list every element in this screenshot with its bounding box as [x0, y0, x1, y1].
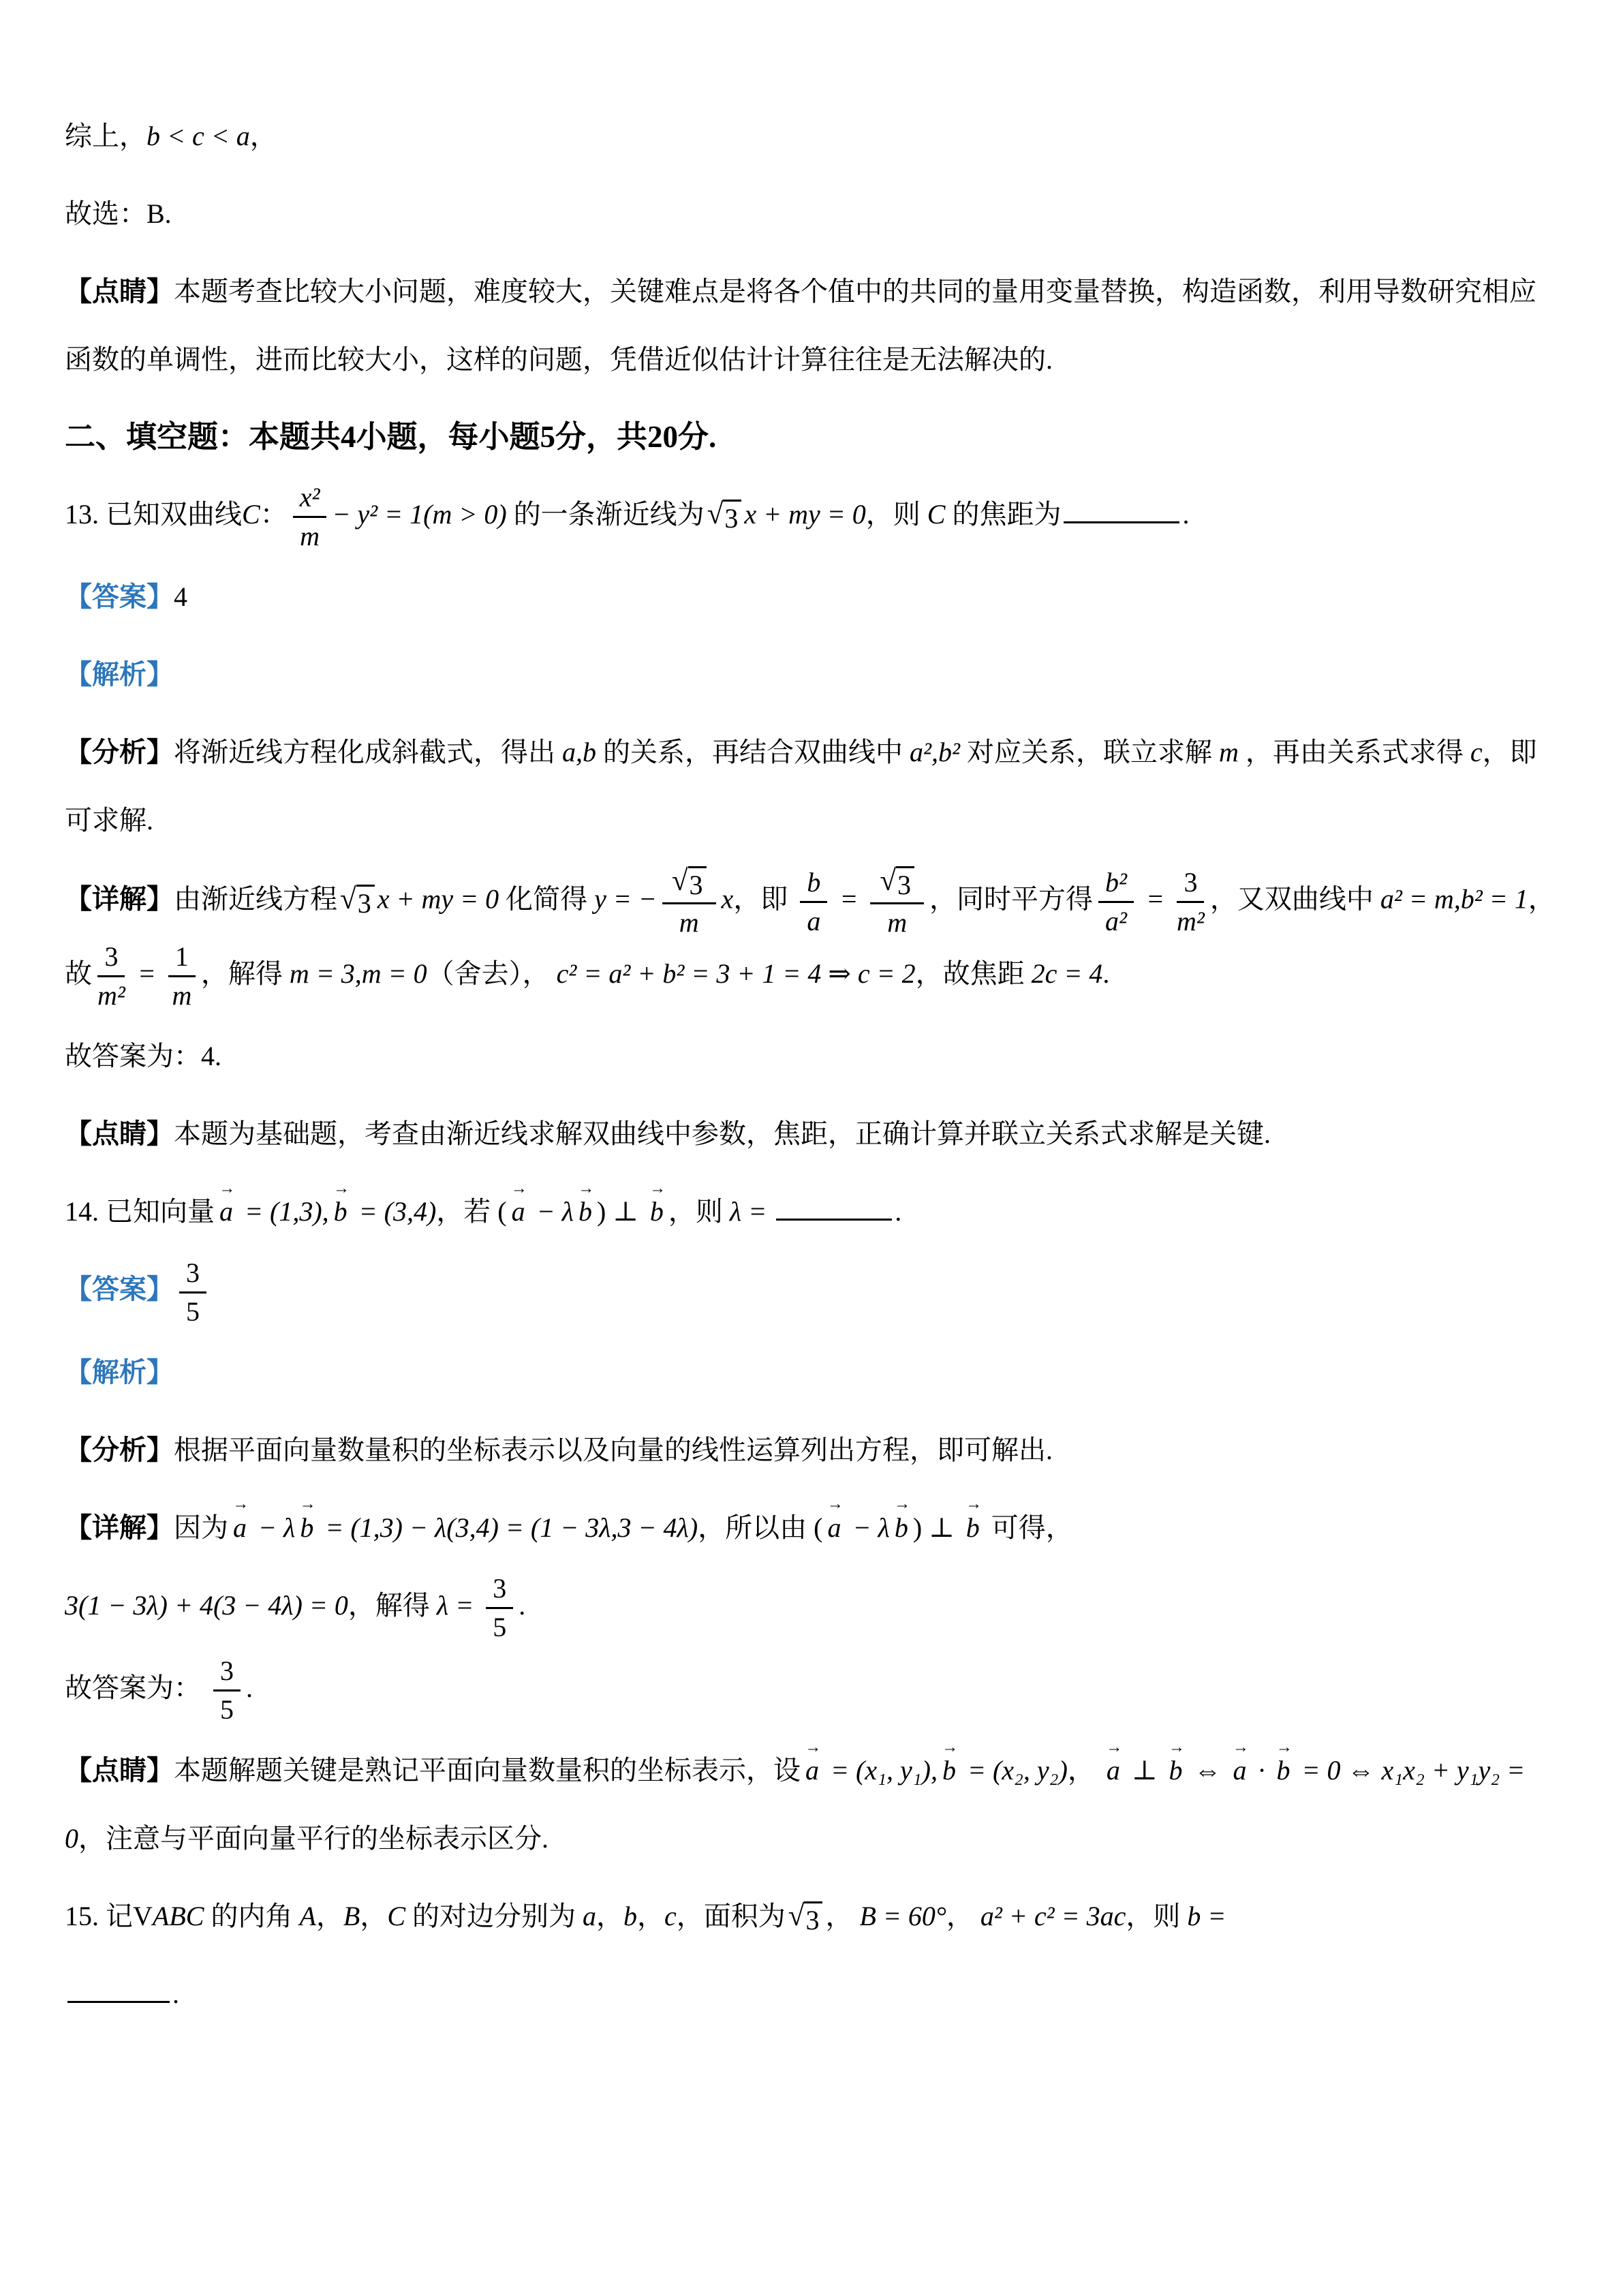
text-run: 本题为基础题，考查由渐近线求解双曲线中参数，焦距，正确计算并联立关系式求解是关键. — [174, 1118, 1271, 1150]
text-run: . — [172, 1978, 179, 2010]
vector — [298, 1494, 315, 1562]
math-run: a²,b² — [910, 737, 960, 768]
text-run: 3 — [724, 503, 739, 534]
radical-sign: √ — [340, 883, 356, 915]
vector — [510, 1178, 527, 1246]
vector-letter: b — [894, 1512, 908, 1543]
fraction-numerator — [97, 940, 125, 977]
radical-sign: √ — [671, 865, 688, 898]
fraction — [213, 1654, 241, 1727]
vector-letter: b — [942, 1755, 956, 1786]
text-run: 故答案为：4. — [65, 1041, 221, 1072]
q15-stem — [65, 1882, 1560, 1950]
text-run: 的一条渐近线为 — [506, 499, 705, 530]
q13-fenxi — [65, 718, 1560, 855]
fraction-denominator — [186, 1294, 200, 1329]
vector-letter: b — [965, 1512, 980, 1543]
text-run: （舍去）， — [427, 958, 557, 990]
math-run: − λ — [251, 1512, 296, 1543]
math-run: = — [833, 883, 865, 915]
vector-arrow-icon: → — [232, 1495, 249, 1514]
math-run: m — [887, 907, 908, 938]
math-run: m² — [1177, 906, 1205, 937]
radicand — [896, 866, 914, 901]
vector-letter: a — [1233, 1755, 1247, 1786]
math-run: a,b — [562, 737, 596, 768]
text-run: 本题考查比较大小问题，难度较大，关键难点是将各个值中的共同的量用变量替换，构造函数，利用导数研究相应函数的单调性，进而比较大小，这样的问题，凭借近似估计计算往往是无法解决的. — [65, 276, 1536, 375]
fraction — [1177, 866, 1205, 938]
q13-xiangjie — [65, 864, 1560, 1013]
q13-stem — [65, 480, 1560, 553]
text-run: 的关系，再结合双曲线中 — [596, 737, 910, 768]
fraction — [1098, 866, 1134, 938]
vector — [1231, 1736, 1249, 1805]
text-run: . — [1182, 499, 1190, 530]
vector-arrow-icon: → — [965, 1495, 983, 1514]
text-run: ，则 — [668, 1196, 730, 1227]
vector-letter: b — [1276, 1755, 1290, 1786]
math-run: C — [387, 1901, 405, 1932]
fill-in-blank — [67, 1975, 170, 2003]
fraction — [800, 866, 827, 938]
fraction-denominator — [1177, 903, 1205, 938]
text-run: ， — [360, 1901, 388, 1932]
math-run: B — [343, 1901, 360, 1932]
text-run: 对应关系，联立求解 — [959, 737, 1219, 768]
text-run: ) ⊥ — [912, 1512, 961, 1543]
text-run: 1 — [174, 941, 189, 973]
math-run: x² — [299, 482, 320, 513]
text-run: 3 — [805, 1905, 820, 1936]
math-run: − y² = 1(m > 0) — [332, 499, 507, 530]
math-run: c — [1470, 737, 1483, 768]
radicand — [356, 885, 375, 919]
q13-answer-final — [65, 1022, 1560, 1090]
fraction-numerator — [1098, 866, 1134, 903]
text-run: 3 — [689, 870, 703, 901]
fraction — [870, 864, 924, 940]
blue-label: 【答案】 — [65, 581, 174, 613]
math-run: λ = — [436, 1589, 481, 1621]
text-run: 3 — [104, 941, 119, 973]
text-run: 将渐近线方程化成斜截式，得出 — [174, 737, 562, 768]
vector — [940, 1736, 958, 1805]
blue-label: 【答案】 — [65, 1274, 174, 1305]
math-run: = (1,3), — [238, 1196, 329, 1227]
vector-letter: b — [333, 1196, 347, 1227]
vector-arrow-icon: → — [805, 1738, 822, 1756]
text-run: ，即可求解. — [65, 737, 1537, 836]
math-run: x + my = 0 — [744, 499, 866, 530]
fraction-numerator — [179, 1256, 206, 1294]
math-run: ⊥ — [1124, 1755, 1164, 1786]
text-run: 本题解题关键是熟记平面向量数量积的坐标表示，设 — [174, 1755, 801, 1786]
fraction-numerator — [168, 940, 196, 977]
radical-sign: √ — [707, 498, 724, 530]
q13-jiexi — [65, 641, 1560, 709]
answer-choice-line — [65, 180, 1560, 248]
q15-blank-line — [65, 1960, 1560, 2028]
fraction-denominator — [679, 904, 699, 940]
math-run: b² — [1105, 867, 1128, 898]
text-run: ， — [596, 1901, 623, 1932]
text-run: 故答案为： — [65, 1672, 208, 1704]
vector-arrow-icon: → — [1232, 1738, 1249, 1756]
math-run: c — [664, 1901, 677, 1932]
radical-sign: √ — [788, 1900, 805, 1933]
text-run: 由渐近线方程 — [174, 883, 337, 915]
math-run: = 0 ⇔ x₁x₂ + y₁y₂ = 0 — [65, 1755, 1526, 1854]
fraction-denominator — [493, 1609, 506, 1644]
text-run: 14. 已知向量 — [65, 1196, 215, 1227]
math-run: x + my = 0 — [377, 883, 499, 915]
vector-arrow-icon: → — [826, 1495, 844, 1514]
vector-letter: a — [233, 1512, 247, 1543]
section-header — [65, 403, 1560, 471]
math-run: ⇔ — [1187, 1755, 1228, 1786]
vector-arrow-icon: → — [1106, 1738, 1123, 1756]
fraction — [293, 480, 327, 553]
vector-arrow-icon: → — [649, 1180, 666, 1198]
text-run: 根据平面向量数量积的坐标表示以及向量的线性运算列出方程，即可解出. — [174, 1434, 1053, 1465]
text-run: ， — [946, 1901, 980, 1932]
vector-arrow-icon: → — [942, 1738, 959, 1756]
square-root — [340, 885, 375, 919]
math-run: 3(1 − 3λ) + 4(3 − 4λ) = 0 — [65, 1589, 348, 1621]
q13-dianjing — [65, 1100, 1560, 1168]
square-root — [880, 866, 914, 901]
math-run: y = − — [594, 883, 657, 915]
math-run: = (1,3) − λ(3,4) = (1 − 3λ,3 − 4λ) — [318, 1512, 698, 1543]
text-run: 4 — [174, 581, 187, 613]
vector-letter: b — [649, 1196, 664, 1227]
fraction-denominator — [300, 518, 320, 553]
text-run: 5 — [220, 1694, 234, 1726]
square-root — [788, 1901, 823, 1936]
bold-label: 【点睛】 — [65, 1755, 174, 1786]
math-run: = — [1139, 883, 1172, 915]
q14-xiangjie — [65, 1494, 1560, 1562]
text-run: ，若 ( — [436, 1196, 507, 1227]
blue-label: 【解析】 — [65, 659, 174, 690]
math-run: a — [807, 906, 821, 937]
text-run: 5 — [493, 1612, 507, 1643]
vector — [964, 1494, 982, 1562]
bold-label: 【分析】 — [65, 737, 174, 768]
text-run: ， — [1067, 1755, 1102, 1786]
q13-answer — [65, 563, 1560, 631]
vector — [826, 1494, 844, 1562]
fraction-denominator — [220, 1692, 234, 1727]
vector-letter: a — [511, 1196, 525, 1227]
q14-answer — [65, 1255, 1560, 1328]
fraction — [662, 864, 716, 940]
math-run: A — [299, 1901, 316, 1932]
text-run: 的对边分别为 — [405, 1901, 583, 1932]
math-run: m — [172, 980, 192, 1011]
text-run: ，解得 — [200, 958, 290, 990]
text-run: 3 — [220, 1655, 234, 1687]
vector-arrow-icon: → — [578, 1180, 595, 1198]
fraction-denominator — [807, 903, 820, 938]
vector-letter: b — [300, 1512, 314, 1543]
text-run: 综上， — [65, 121, 146, 151]
bold-label: 【详解】 — [65, 883, 174, 915]
fraction-denominator — [172, 977, 191, 1013]
vector — [231, 1494, 249, 1562]
vector-arrow-icon: → — [1276, 1738, 1293, 1756]
math-run: − λ — [846, 1512, 890, 1543]
text-run: 因为 — [174, 1512, 228, 1543]
text-run: 故选：B. — [65, 198, 172, 229]
math-run: = — [130, 958, 163, 990]
fraction-numerator — [293, 480, 327, 518]
text-run: ， — [249, 121, 277, 151]
radicand — [804, 1901, 822, 1936]
math-run: c² = a² + b² = 3 + 1 = 4 ⇒ c = 2 — [556, 958, 916, 990]
text-run: ，所以由 ( — [698, 1512, 823, 1543]
bold-label: 【详解】 — [65, 1512, 174, 1543]
math-run: a² = m,b² = 1 — [1380, 883, 1528, 915]
fraction — [179, 1256, 206, 1329]
bold-label: 【点睛】 — [65, 276, 174, 307]
math-run: a — [583, 1901, 596, 1932]
text-run: . — [519, 1589, 526, 1621]
vector-arrow-icon: → — [894, 1495, 911, 1514]
math-run: C — [242, 499, 260, 530]
math-run: 2c = 4 — [1031, 958, 1103, 990]
q14-dianjing — [65, 1736, 1560, 1873]
text-run: ， — [637, 1901, 664, 1932]
math-run: · — [1251, 1755, 1272, 1786]
text-run: ，则 — [1126, 1901, 1188, 1932]
text-run: 可得， — [984, 1512, 1073, 1543]
fraction-numerator — [800, 866, 827, 903]
vector-letter: b — [1169, 1755, 1183, 1786]
q14-stem — [65, 1178, 1560, 1246]
math-run: B = 60° — [859, 1901, 946, 1932]
math-run: m — [1218, 737, 1239, 768]
text-run: ： — [260, 499, 288, 530]
text-run: . — [246, 1672, 253, 1704]
math-run: a² + c² = 3ac — [980, 1901, 1126, 1932]
text-run: ，则 — [865, 499, 927, 530]
text-run: ，同时平方得 — [929, 883, 1094, 915]
math-run: b — [623, 1901, 637, 1932]
radical-sign: √ — [880, 865, 897, 898]
text-run: 化简得 — [499, 883, 595, 915]
text-run: ，注意与平面向量平行的坐标表示区分. — [78, 1823, 548, 1854]
math-run: a² — [1105, 906, 1128, 937]
text-run: 3 — [897, 870, 912, 901]
math-run: m = 3,m = 0 — [289, 958, 427, 990]
fraction-numerator — [1177, 866, 1204, 903]
q14-answer-final — [65, 1654, 1560, 1727]
vector — [1104, 1736, 1122, 1805]
text-run: ) ⊥ — [596, 1196, 645, 1227]
vector-letter: b — [578, 1196, 592, 1227]
math-run: m — [679, 907, 699, 938]
bold-label: 【点睛】 — [65, 1118, 174, 1150]
text-run: ，即 — [733, 883, 795, 915]
vector — [803, 1736, 821, 1805]
vector — [648, 1178, 666, 1246]
fill-in-blank — [776, 1193, 892, 1221]
text-run: 3 — [357, 887, 371, 919]
vector-letter: a — [219, 1196, 233, 1227]
fraction-denominator — [1105, 903, 1127, 938]
vector — [576, 1178, 594, 1246]
fraction — [486, 1572, 513, 1644]
math-run: λ = — [729, 1196, 774, 1227]
fraction — [168, 940, 196, 1013]
fraction-denominator — [97, 977, 125, 1013]
vector-letter: a — [805, 1755, 819, 1786]
math-run: x — [721, 883, 734, 915]
vector — [332, 1178, 350, 1246]
vector-arrow-icon: → — [219, 1180, 236, 1198]
text-run: 3 — [493, 1573, 507, 1604]
q14-equation — [65, 1572, 1560, 1644]
math-run: − λ — [529, 1196, 574, 1227]
text-run: 3 — [1184, 867, 1198, 898]
text-run: 5 — [186, 1296, 200, 1327]
radicand — [688, 866, 707, 901]
square-root — [707, 500, 742, 534]
text-run: 15. 记V — [65, 1901, 153, 1932]
vector-letter: a — [1106, 1755, 1120, 1786]
vector-arrow-icon: → — [1168, 1738, 1185, 1756]
text-run: 二、填空题：本题共4小题，每小题5分，共20分. — [65, 420, 717, 454]
text-run: 13. 已知双曲线 — [65, 499, 242, 530]
math-run: b = — [1187, 1901, 1226, 1932]
vector-arrow-icon: → — [299, 1495, 316, 1514]
vector — [1167, 1736, 1185, 1805]
math-run: m — [300, 521, 320, 552]
math-run: m² — [97, 980, 125, 1011]
math-run: = (x₁, y₁), — [824, 1755, 938, 1786]
blue-label: 【解析】 — [65, 1356, 174, 1388]
fraction-numerator — [870, 864, 924, 904]
math-run: = (x₂, y₂) — [960, 1755, 1068, 1786]
text-run: . — [895, 1196, 902, 1227]
conclusion-line — [65, 102, 1560, 170]
fraction — [97, 940, 125, 1013]
text-run: ，又双曲线中 — [1209, 883, 1380, 915]
fraction-numerator — [486, 1572, 513, 1609]
math-run: b < c < a — [146, 121, 250, 151]
q14-jiexi — [65, 1338, 1560, 1407]
fraction-numerator — [662, 864, 716, 904]
vector-letter: a — [827, 1512, 841, 1543]
q12-dianjing — [65, 258, 1560, 394]
radicand — [723, 500, 741, 534]
text-run: 3 — [186, 1257, 200, 1288]
text-run: ， — [315, 1901, 343, 1932]
vector — [1275, 1736, 1293, 1805]
fill-in-blank — [1064, 495, 1179, 523]
math-run: b — [807, 867, 821, 898]
text-run: ，面积为 — [676, 1901, 786, 1932]
vector-arrow-icon: → — [333, 1180, 350, 1198]
fraction-denominator — [887, 904, 907, 940]
math-run: ABC — [152, 1901, 204, 1932]
fraction-numerator — [213, 1654, 241, 1692]
vector — [217, 1178, 235, 1246]
vector — [893, 1494, 910, 1562]
text-run: 的焦距为 — [945, 499, 1062, 530]
text-run: ， — [825, 1901, 860, 1932]
text-run: ，故焦距 — [915, 958, 1032, 990]
math-run: = (3,4) — [352, 1196, 437, 1227]
math-run: C — [927, 499, 946, 530]
q14-fenxi — [65, 1416, 1560, 1484]
text-run: ，再由关系式求得 — [1238, 737, 1470, 768]
text-run: ，故 — [65, 883, 1556, 990]
square-root — [672, 866, 707, 901]
bold-label: 【分析】 — [65, 1434, 174, 1465]
text-run: . — [1102, 958, 1110, 990]
vector-arrow-icon: → — [510, 1180, 527, 1198]
text-run: ，解得 — [347, 1589, 437, 1621]
text-run: 的内角 — [204, 1901, 300, 1932]
